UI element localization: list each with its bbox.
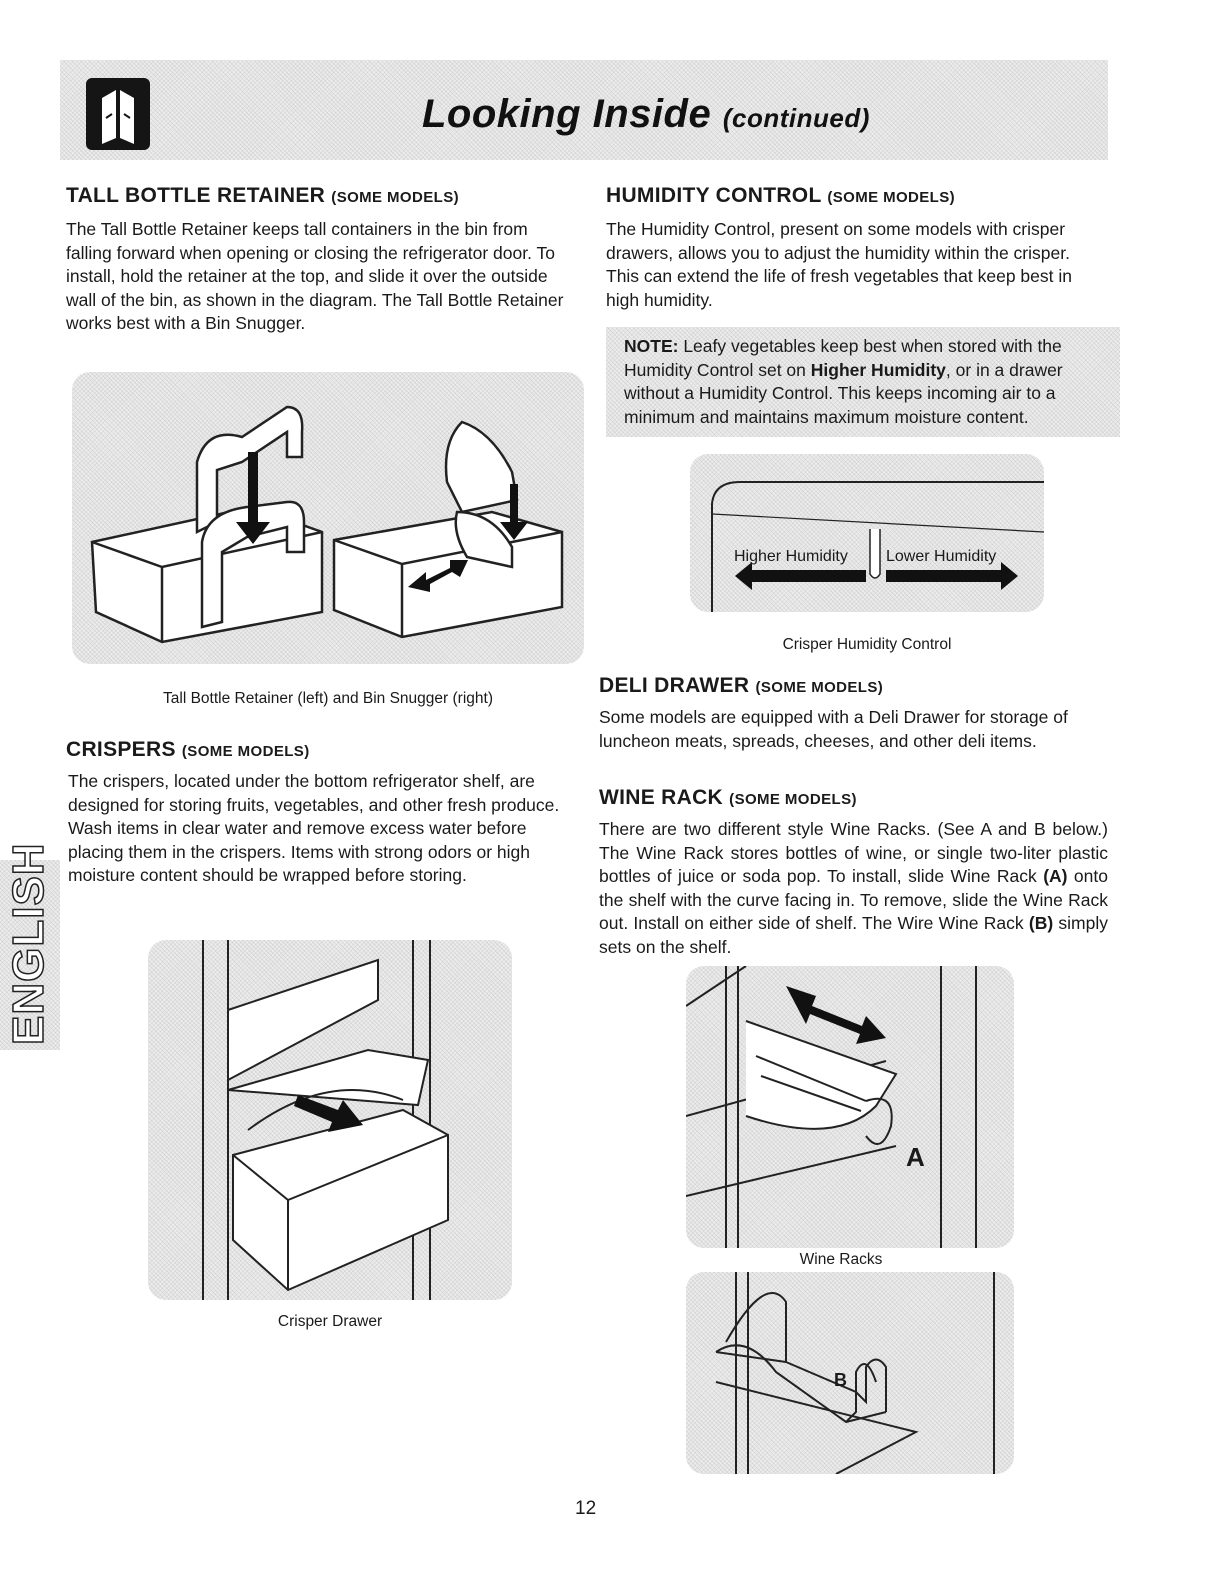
wine-rack-b-illustration <box>686 1272 1014 1474</box>
wine-label-b: (B) <box>1028 913 1054 933</box>
wine-body-part-1: There are two different style Wine Racks. (See A and B below.) The Wine Rack stores bottles of wine, or single two-liter plastic bottles of juice or soda pop. To install, slide Wine Rack <box>599 819 1108 886</box>
wine-body-part-2: onto the shelf with the curve facing in. To remove, slide the Wine Rack out. Install on either side of shelf. The Wire Wine Rack <box>599 866 1108 933</box>
humidity-note-part-b: , or in a drawer without a Humidity Control. This keeps incoming air to a minimum and maintains maximum moisture content. <box>624 359 1063 427</box>
wine-label-a: (A) <box>1043 866 1068 886</box>
wine-heading <box>599 786 857 810</box>
tall-bottle-caption: Tall Bottle Retainer (left) and Bin Snugger (right) <box>163 690 493 707</box>
page-title <box>422 92 870 137</box>
crisper-drawer-illustration <box>148 940 512 1300</box>
humidity-control-caption: Crisper Humidity Control <box>782 636 952 653</box>
wine-rack-b-letter: B <box>834 1370 847 1390</box>
humidity-qualifier: (SOME MODELS) <box>827 189 956 206</box>
humidity-note-bold: Higher Humidity <box>810 359 946 380</box>
crispers-qualifier: (SOME MODELS) <box>181 743 310 760</box>
humidity-note-part-a: Leafy vegetables keep best when stored with the Humidity Control set on <box>624 336 1062 380</box>
crispers-heading <box>66 738 310 762</box>
wine-racks-caption: Wine Racks <box>799 1251 883 1268</box>
page-title-main: Looking Inside <box>422 92 712 136</box>
tall-bottle-qualifier: (SOME MODELS) <box>331 189 459 206</box>
language-tab-label: ENGLISH <box>4 842 53 1045</box>
crispers-body: The crispers, located under the bottom refrigerator shelf, are designed for storing fruits, vegetables, and other fresh produce. Wash items in clear water and remove excess water before placing them in the crispers. Items with strong odors or high moisture content should be wrapped before storing. <box>68 771 560 885</box>
humidity-heading-text: HUMIDITY CONTROL <box>606 184 822 207</box>
lower-humidity-label: Lower Humidity <box>886 548 997 565</box>
tall-bottle-heading-text: TALL BOTTLE RETAINER <box>66 184 326 207</box>
deli-body: Some models are equipped with a Deli Drawer for storage of luncheon meats, spreads, cheeses, and other deli items. <box>599 707 1068 751</box>
wine-rack-a-letter: A <box>906 1142 925 1172</box>
humidity-note <box>606 327 1120 437</box>
refrigerator-icon <box>86 78 150 150</box>
humidity-control-illustration <box>690 454 1044 612</box>
tall-bottle-heading <box>66 184 459 208</box>
wine-body <box>599 818 1108 959</box>
language-tab <box>0 842 60 1050</box>
wine-qualifier: (SOME MODELS) <box>729 791 857 808</box>
deli-qualifier: (SOME MODELS) <box>755 679 884 696</box>
deli-heading-text: DELI DRAWER <box>599 674 750 697</box>
wine-body-part-3: simply sets on the shelf. <box>599 913 1108 957</box>
humidity-heading <box>606 184 955 208</box>
tall-bottle-illustration <box>72 372 584 664</box>
humidity-note-label: NOTE: <box>624 336 679 356</box>
crispers-heading-text: CRISPERS <box>66 738 176 761</box>
humidity-body: The Humidity Control, present on some models with crisper drawers, allows you to adjust the humidity within the crisper. This can extend the life of fresh vegetables that keep best in high humidity. <box>606 219 1072 310</box>
header-banner <box>60 60 1108 160</box>
crisper-drawer-caption: Crisper Drawer <box>277 1313 383 1330</box>
wine-heading-text: WINE RACK <box>599 786 724 809</box>
tall-bottle-body: The Tall Bottle Retainer keeps tall containers in the bin from falling forward when opening or closing the refrigerator door. To install, hold the retainer at the top, and slide it over the outside wall of the bin, as shown in the diagram. The Tall Bottle Retainer works best with a Bin Snugger. <box>66 219 564 333</box>
deli-heading <box>599 674 883 698</box>
wine-rack-a-illustration <box>686 966 1014 1248</box>
page-title-suffix: (continued) <box>722 103 870 133</box>
humidity-note-text <box>624 335 1114 429</box>
page-number: 12 <box>575 1498 597 1519</box>
higher-humidity-label: Higher Humidity <box>734 548 848 565</box>
